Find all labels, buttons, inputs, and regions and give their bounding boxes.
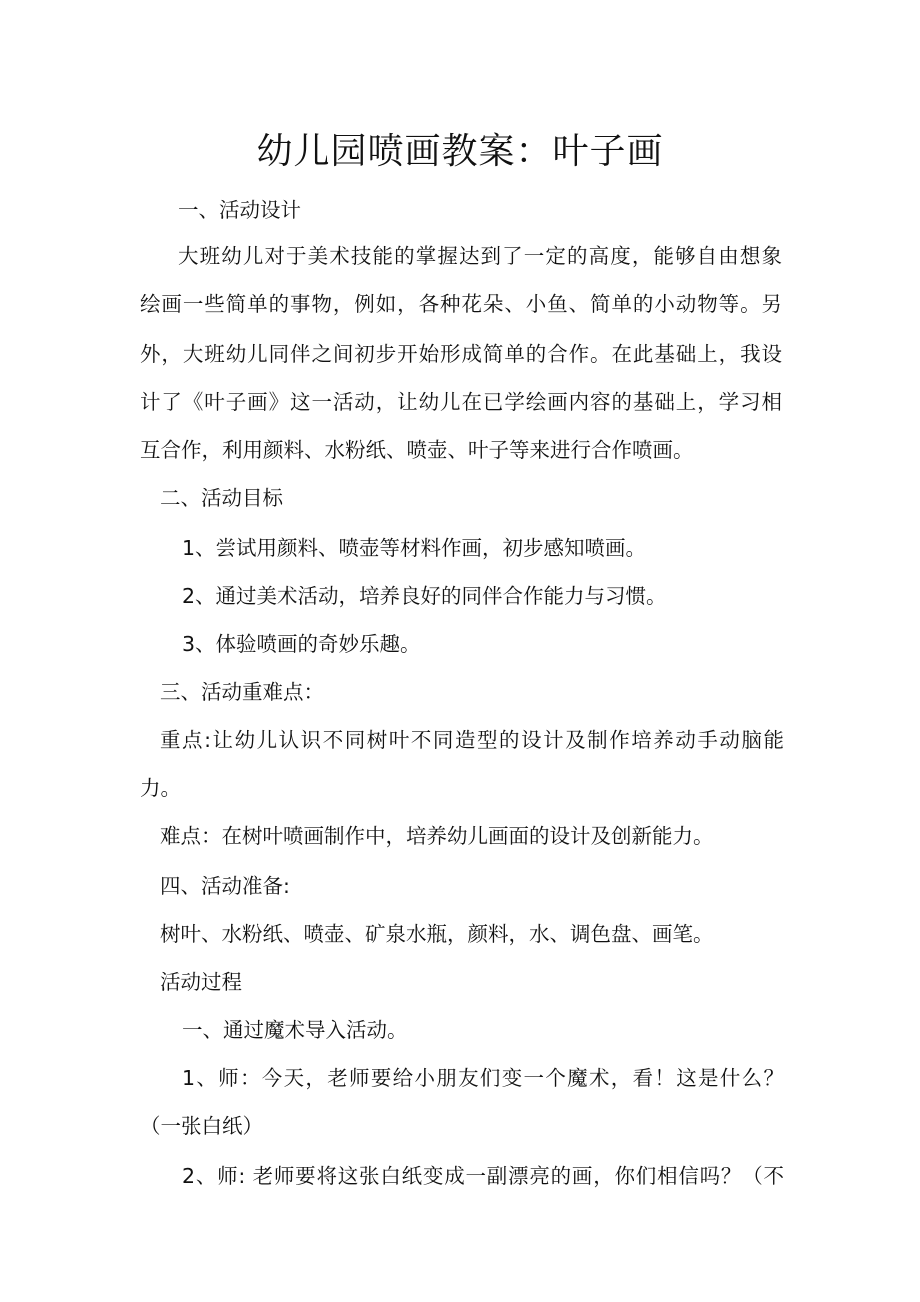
paragraph-line: 2、师: 老师要将这张白纸变成一副漂亮的画，你们相信吗？（不 bbox=[182, 1164, 784, 1188]
paragraph-line: 计了《叶子画》这一活动，让幼儿在已学绘画内容的基础上，学习相 bbox=[140, 390, 782, 414]
paragraph-line: 大班幼儿对于美术技能的掌握达到了一定的高度，能够自由想象 bbox=[178, 244, 782, 268]
paragraph-line: （一张白纸） bbox=[140, 1114, 263, 1138]
paragraph-line: 重点:让幼儿认识不同树叶不同造型的设计及制作培养动手动脑能 bbox=[160, 728, 784, 752]
paragraph-line: 力。 bbox=[140, 776, 181, 800]
section-heading-activity-design: 一、活动设计 bbox=[178, 198, 301, 222]
paragraph-line: 树叶、水粉纸、喷壶、矿泉水瓶，颜料，水、调色盘、画笔。 bbox=[160, 922, 714, 946]
paragraph-line: 互合作，利用颜料、水粉纸、喷壶、叶子等来进行合作喷画。 bbox=[140, 438, 694, 462]
paragraph-line: 外，大班幼儿同伴之间初步开始形成简单的合作。在此基础上，我设 bbox=[140, 342, 782, 366]
goal-item: 2、通过美术活动，培养良好的同伴合作能力与习惯。 bbox=[182, 584, 667, 608]
goal-item: 1、尝试用颜料、喷壶等材料作画，初步感知喷画。 bbox=[182, 536, 647, 560]
section-heading-key-points: 三、活动重难点： bbox=[160, 680, 324, 704]
paragraph-line: 1、师：今天，老师要给小朋友们变一个魔术，看！这是什么？ bbox=[182, 1066, 784, 1090]
goal-item: 3、体验喷画的奇妙乐趣。 bbox=[182, 632, 421, 656]
document-title: 幼儿园喷画教案：叶子画 bbox=[256, 131, 664, 172]
section-heading-goals: 二、活动目标 bbox=[160, 486, 283, 510]
process-step: 一、通过魔术导入活动。 bbox=[182, 1018, 408, 1042]
paragraph-line: 难点：在树叶喷画制作中，培养幼儿画面的设计及创新能力。 bbox=[160, 824, 714, 848]
section-heading-process: 活动过程 bbox=[160, 970, 242, 994]
section-heading-preparation: 四、活动准备: bbox=[160, 874, 290, 898]
paragraph-line: 绘画一些简单的事物，例如，各种花朵、小鱼、简单的小动物等。另 bbox=[140, 292, 782, 316]
